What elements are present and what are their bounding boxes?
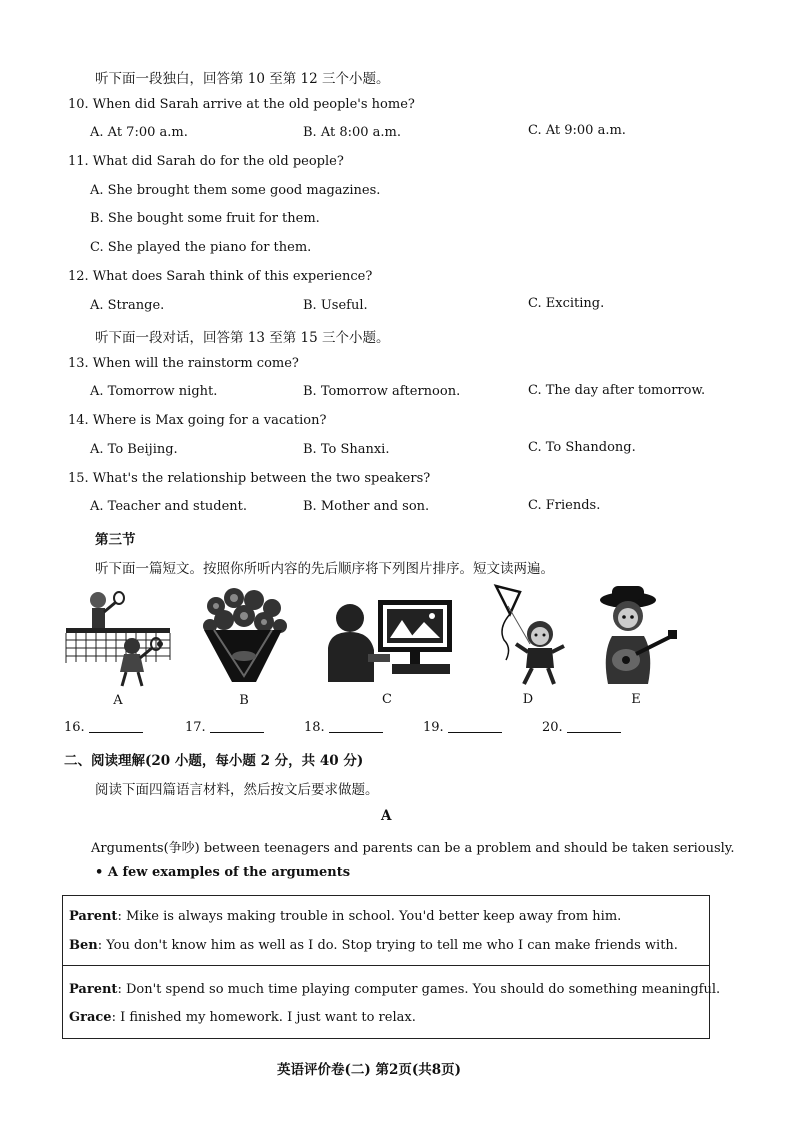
blank-number: 16. bbox=[64, 720, 85, 735]
dialogue-text: Don't spend so much time playing computer games. You should do something meaningful. bbox=[125, 982, 721, 997]
option-13c: C. The day after tomorrow. bbox=[528, 383, 706, 398]
dialogue-text: I finished my homework. I just want to relax. bbox=[120, 1010, 416, 1025]
blank-number: 19. bbox=[423, 720, 444, 735]
picture-label-e: E bbox=[631, 692, 641, 707]
question-14: 14. Where is Max going for a vacation? bbox=[68, 413, 327, 428]
speaker-name: Ben bbox=[69, 938, 98, 953]
question-15: 15. What's the relationship between the two speakers? bbox=[68, 471, 431, 486]
option-15b: B. Mother and son. bbox=[303, 499, 430, 514]
option-13a: A. Tomorrow night. bbox=[90, 384, 218, 399]
answer-blank-17[interactable] bbox=[185, 720, 264, 735]
girl-with-guitar-icon bbox=[592, 584, 682, 688]
blank-number: 20. bbox=[542, 720, 563, 735]
option-12a: A. Strange. bbox=[90, 298, 165, 313]
question-10: 10. When did Sarah arrive at the old people's home? bbox=[68, 97, 415, 112]
question-12: 12. What does Sarah think of this experience? bbox=[68, 269, 373, 284]
option-10b: B. At 8:00 a.m. bbox=[303, 125, 402, 140]
option-13b: B. Tomorrow afternoon. bbox=[303, 384, 461, 399]
dialogue-line-4: Grace: I finished my homework. I just want to relax. bbox=[69, 1010, 416, 1025]
answer-blank-20[interactable] bbox=[542, 720, 621, 735]
flower-bouquet-icon bbox=[194, 586, 292, 686]
dialogue-text: Mike is always making trouble in school. You'd better keep away from him. bbox=[125, 909, 622, 924]
picture-label-c: C bbox=[382, 692, 392, 707]
section-intro-dialogue: 听下面一段对话，回答第 13 至第 15 三个小题。 bbox=[95, 330, 390, 346]
option-11a: A. She brought them some good magazines. bbox=[90, 183, 381, 198]
dialogue-line-1: Parent: Mike is always making trouble in school. You'd better keep away from him. bbox=[69, 909, 622, 924]
speaker-name: Grace bbox=[69, 1010, 112, 1025]
option-15c: C. Friends. bbox=[528, 498, 601, 513]
part2-instruction: 阅读下面四篇语言材料，然后按文后要求做题。 bbox=[95, 782, 379, 798]
option-10c: C. At 9:00 a.m. bbox=[528, 123, 626, 138]
answer-blank-16[interactable] bbox=[64, 720, 143, 735]
section-intro-monologue: 听下面一段独白，回答第 10 至第 12 三个小题。 bbox=[95, 71, 390, 87]
tennis-players-icon bbox=[64, 588, 172, 688]
passage-letter: A bbox=[381, 808, 392, 824]
option-12b: B. Useful. bbox=[303, 298, 368, 313]
section3-title: 第三节 bbox=[95, 532, 136, 548]
answer-blank-18[interactable] bbox=[304, 720, 383, 735]
option-15a: A. Teacher and student. bbox=[90, 499, 248, 514]
option-12c: C. Exciting. bbox=[528, 296, 605, 311]
dialogue-line-3: Parent: Don't spend so much time playing computer games. You should do something meaningful. bbox=[69, 982, 721, 997]
bullet-heading: • A few examples of the arguments bbox=[95, 865, 351, 880]
passage-intro: Arguments(争吵) between teenagers and parents can be a problem and should be taken seriously. bbox=[91, 841, 735, 856]
part2-title: 二、阅读理解(20 小题，每小题 2 分，共 40 分) bbox=[64, 753, 364, 769]
dialogue-line-2: Ben: You don't know him as well as I do. Stop trying to tell me who I can make friends with. bbox=[69, 938, 678, 953]
option-14a: A. To Beijing. bbox=[90, 442, 178, 457]
question-13: 13. When will the rainstorm come? bbox=[68, 356, 299, 371]
boy-with-kite-icon bbox=[484, 584, 574, 688]
picture-label-a: A bbox=[113, 693, 123, 708]
option-14c: C. To Shandong. bbox=[528, 440, 636, 455]
computer-gamer-icon bbox=[316, 592, 456, 684]
dialogue-text: You don't know him as well as I do. Stop trying to tell me who I can make friends with. bbox=[106, 938, 678, 953]
box-divider bbox=[63, 965, 709, 966]
picture-label-d: D bbox=[522, 692, 534, 707]
option-14b: B. To Shanxi. bbox=[303, 442, 390, 457]
option-11b: B. She bought some fruit for them. bbox=[90, 211, 320, 226]
answer-blank-19[interactable] bbox=[423, 720, 502, 735]
arguments-examples-box bbox=[62, 895, 721, 1039]
option-11c: C. She played the piano for them. bbox=[90, 240, 312, 255]
blank-number: 18. bbox=[304, 720, 325, 735]
page-footer: 英语评价卷(二) 第2页(共8页) bbox=[277, 1062, 462, 1078]
picture-label-b: B bbox=[239, 693, 249, 708]
blank-number: 17. bbox=[185, 720, 206, 735]
speaker-name: Parent bbox=[69, 982, 118, 997]
option-10a: A. At 7:00 a.m. bbox=[90, 125, 188, 140]
speaker-name: Parent bbox=[69, 909, 118, 924]
section3-instruction: 听下面一篇短文。按照你所听内容的先后顺序将下列图片排序。短文读两遍。 bbox=[95, 561, 554, 577]
question-11: 11. What did Sarah do for the old people? bbox=[68, 154, 344, 169]
